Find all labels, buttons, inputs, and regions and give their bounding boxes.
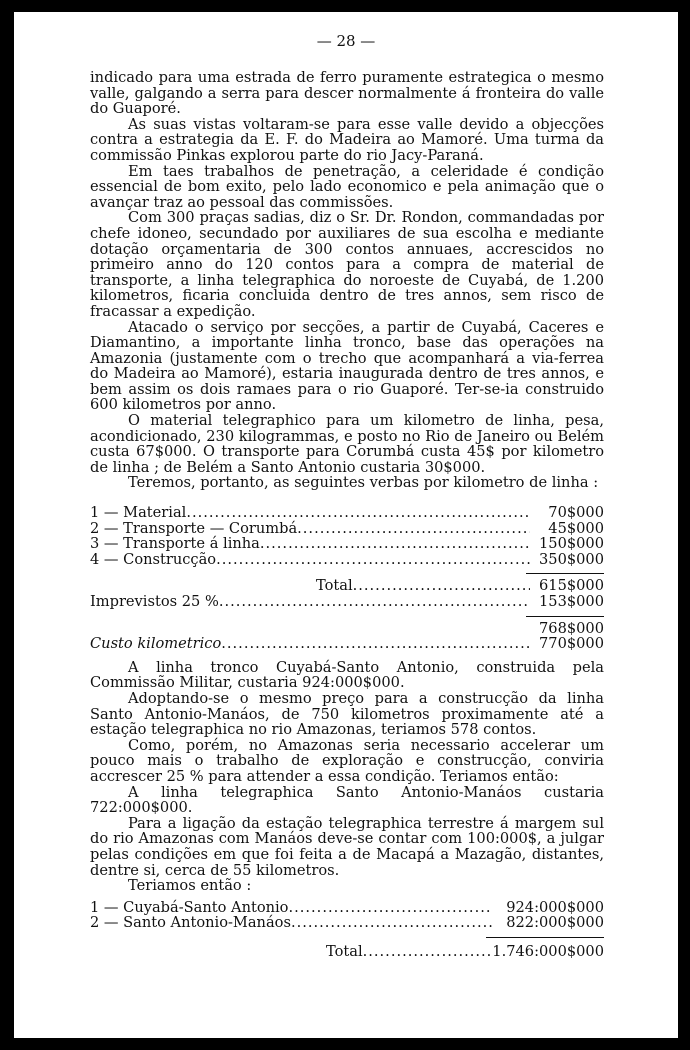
budget-item-label: 2 — Transporte — Corumbá <box>90 519 298 537</box>
final-item-value: 924:000$000 <box>506 898 604 916</box>
paragraph: Atacado o serviço por secções, a partir de Cuyabá, Caceres e Diamantino, a importante linha tronco, base das operações na Amazonia (justamente com o trecho que acompanhará a via-ferrea do Madeira ao Mamoré), estaria inaugurada dentro de tres annos, e bem assim os dois ramaes para o rio Guaporé. Ter-se-ia construido 600 kilometros por anno. <box>90 318 604 414</box>
paragraph: Teremos, portanto, as seguintes verbas por kilometro de linha : <box>128 474 599 492</box>
imprevistos-row <box>90 594 604 610</box>
paragraph: Para a ligação da estação telegraphica terrestre á margem sul do rio Amazonas com Manáos deve-se contar com 100:000$, a julgar pelas condições em que foi feita a de Macapá a Mazagão, distantes, dentre si, cerca de 55 kilometros. <box>90 814 604 879</box>
imprevistos-label: Imprevistos 25 % <box>90 593 219 610</box>
paragraph: Como, porém, no Amazonas seria necessario accelerar um pouco mais o trabalho de exploração e construcção, conviria accrescer 25 % para attender a essa condição. Teriamos então: <box>90 736 604 785</box>
paragraph: A linha tronco Cuyabá-Santo Antonio, construida pela Commissão Militar, custaria 924:000$000. <box>90 658 604 692</box>
budget-item <box>90 536 604 552</box>
paragraph: A linha telegraphica Santo Antonio-Manáos custaria 722:000$000. <box>90 783 604 817</box>
budget-item-value: 45$000 <box>548 519 604 537</box>
paragraph: Adoptando-se o mesmo preço para a construcção da linha Santo Antonio-Manáos, de 750 kilometros proximamente até a estação telegraphica no rio Amazonas, teriamos 578 contos. <box>90 689 604 739</box>
budget-item-label: 4 — Construcção <box>90 550 217 568</box>
divider <box>526 573 604 574</box>
custo-label: Custo kilometrico <box>90 635 222 653</box>
final-total-value: 1.746:000$000 <box>492 942 604 960</box>
paragraph: As suas vistas voltaram-se para esse valle devido a objecções contra a estrategia da E. F. do Madeira ao Mamoré. Uma turma da commissão Pinkas explorou parte do rio Jacy-Paraná. <box>90 115 604 164</box>
paragraph: O material telegraphico para um kilometro de linha, pesa, acondicionado, 230 kilogrammas, e posto no Rio de Janeiro ou Belém custa 67$000. O transporte para Corumbá custa 45$ por kilometro de linha ; de Belém a Santo Antonio custaria 30$000. <box>90 412 604 476</box>
document-page <box>14 12 678 1038</box>
custo-row <box>90 636 604 652</box>
divider <box>486 937 604 938</box>
budget-item-value: 350$000 <box>539 550 604 568</box>
page-number: — 28 — <box>316 32 376 50</box>
final-item-value: 822:000$000 <box>506 914 604 932</box>
subtotal-row <box>90 621 604 637</box>
budget-item-label: 1 — Material <box>90 504 187 522</box>
final-item-label: 1 — Cuyabá-Santo Antonio <box>90 898 289 916</box>
final-item <box>90 900 604 916</box>
final-total-row <box>90 944 604 960</box>
budget-item <box>90 505 604 521</box>
budget-item-label: 3 — Transporte á linha <box>90 535 260 553</box>
imprevistos-value: 153$000 <box>539 593 604 610</box>
paragraph: Teriamos então : <box>128 877 252 895</box>
subtotal-value: 768$000 <box>539 619 604 637</box>
paragraph: Em taes trabalhos de penetração, a celeridade é condição essencial de bom exito, pelo lado economico e pela animação que o avançar traz ao pessoal das commissões. <box>90 162 604 211</box>
budget-item <box>90 521 604 537</box>
paragraph: Com 300 praças sadias, diz o Sr. Dr. Rondon, commandadas por chefe idoneo, secundado por auxiliares de sua escolha e mediante dotação orçamentaria de 300 contos annuaes, accrescidos no primeiro anno do 120 contos para a compra de material de transporte, a linha telegraphica do noroeste de Cuyabá, de 1.200 kilometros, ficaria concluida dentro de tres annos, sem risco de fracassar a expedição. <box>90 209 604 320</box>
final-total-label: Total <box>326 942 363 960</box>
budget-item <box>90 552 604 568</box>
budget-item-value: 70$000 <box>548 504 604 522</box>
divider <box>526 616 604 617</box>
total-value: 615$000 <box>539 577 604 595</box>
budget-item-value: 150$000 <box>539 535 604 553</box>
body-text <box>90 70 604 959</box>
final-item <box>90 915 604 931</box>
final-item-label: 2 — Santo Antonio-Manáos <box>90 914 291 932</box>
paragraph: indicado para uma estrada de ferro puramente estrategica o mesmo valle, galgando a serra para descer normalmente á fronteira do valle do Guaporé. <box>90 69 604 118</box>
total-row <box>90 578 604 594</box>
total-label: Total <box>316 577 353 595</box>
custo-value: 770$000 <box>539 635 604 653</box>
